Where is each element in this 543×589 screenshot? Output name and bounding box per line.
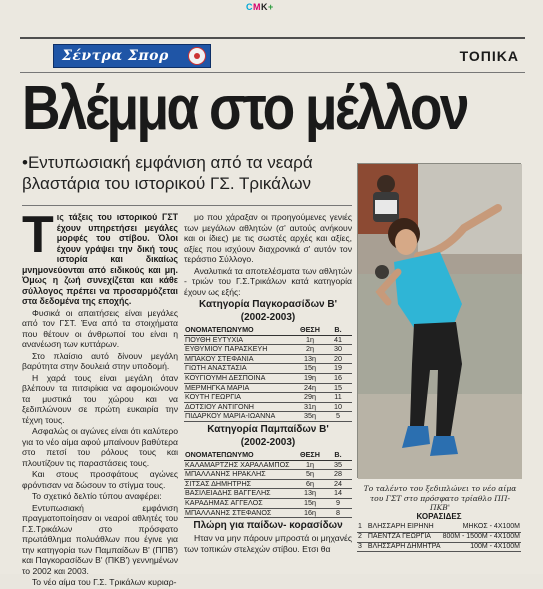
table-cell: 30: [324, 345, 352, 355]
table-cell: 5: [324, 412, 352, 422]
korasides-table: [357, 523, 521, 552]
table-cell: ΚΑΛΑΜΑΡΤΖΗΣ ΧΑΡΑΛΑΜΠΟΣ: [184, 460, 296, 470]
table-cell: ΚΟΥΓΙΟΥΜΗ ΔΕΣΠΟΙΝΑ: [184, 373, 296, 383]
table-row: [184, 508, 352, 518]
boys-category-title: Κατηγορία Παμπαίδων Β': [207, 423, 329, 435]
table-cell: 1η: [296, 335, 324, 345]
table-cell: 24η: [296, 383, 324, 393]
table-row: [357, 523, 521, 532]
table-cell: 13η: [296, 354, 324, 364]
table-cell: ΜΗΚΟΣ - 4Χ100Μ: [442, 523, 521, 532]
athlete-photo: [357, 163, 521, 478]
table-row: [357, 542, 521, 552]
print-registration-mark: CMK+: [246, 2, 274, 12]
table-row: [357, 532, 521, 542]
table-cell: ΜΠΑΛΛΑΝΗΣ ΣΤΕΦΑΝΟΣ: [184, 508, 296, 518]
table-cell: 3: [357, 542, 367, 552]
girls-category-title: Κατηγορία Παγκορασίδων Β': [199, 299, 337, 310]
subhead-text: Εντυπωσιακή εμφάνιση από τα νεαρά βλαστάρια του ιστορικού ΓΣ. Τρικάλων: [22, 153, 313, 193]
article-lead: [22, 206, 178, 307]
article-paragraph: Στο πλαίσιο αυτό δίνουν μεγάλη βαρύτητα στην δουλειά στην υποδομή.: [22, 350, 178, 371]
table-header-cell: ΟΝΟΜΑΤΕΠΩΝΥΜΟ: [184, 451, 296, 460]
article-column-2: [184, 212, 352, 555]
table-header-row: [184, 451, 352, 460]
table-header-cell: ΘΕΣΗ: [296, 326, 324, 335]
table-cell: 9: [324, 498, 352, 508]
table-cell: ΔΟΤΣΙΟΥ ΑΝΤΙΓΟΝΗ: [184, 402, 296, 412]
ball-icon: [188, 47, 206, 65]
table-cell: 16η: [296, 508, 324, 518]
korasides-box: [357, 512, 521, 552]
table-cell: 5η: [296, 470, 324, 480]
masthead-rule: [20, 37, 525, 39]
table-row: [184, 393, 352, 403]
table-cell: 1η: [296, 460, 324, 470]
table-header-row: [184, 326, 352, 335]
table-cell: ΜΠΑΚΟΥ ΣΤΕΦΑΝΙΑ: [184, 354, 296, 364]
table-cell: ΚΑΡΑΔΗΜΑΣ ΑΓΓΕΛΟΣ: [184, 498, 296, 508]
table-header-cell: ΟΝΟΜΑΤΕΠΩΝΥΜΟ: [184, 326, 296, 335]
article-column-1: [22, 206, 178, 589]
table-row: [184, 470, 352, 480]
article-body: [22, 308, 178, 588]
table-cell: ΒΑΣΙΛΕΙΑΔΗΣ ΒΑΓΓΕΛΗΣ: [184, 489, 296, 499]
table-cell: 8: [324, 508, 352, 518]
headline: Βλέμμα στο μέλλον: [22, 74, 467, 143]
article-paragraph: Το νέο αίμα του Γ.Σ. Τρικάλων κυριαρ-: [32, 577, 177, 587]
article-paragraph: μο που χάραξαν οι προηγούμενες γενιές των μεγάλων αθλητών (σ' αυτούς ανήκουν και οι ίδιες) με τις σωστές αρχές και αξίες, αξίες που ισχύουν διαχρονικά σ' αυτόν τον τεράστιο Σύλλογο.: [184, 212, 352, 264]
table-cell: 35: [324, 460, 352, 470]
table-cell: ΠΟΥΘΗ ΕΥΤΥΧΙΑ: [184, 335, 296, 345]
table-row: [184, 373, 352, 383]
article-paragraph: Φυσικά οι απαιτήσεις είναι μεγάλες από τον ΓΣΤ. Ένα από τα στοιχήματα που θέτουν οι άνθρωποί του είναι η ανανέωση των κυττάρων.: [22, 307, 178, 349]
photo-caption: Το ταλέντο του ξεδιπλώνει το νέο αίμα του ΓΣΤ στο πρόσφατο τρίαθλο ΠΠ-ΠΚΒ': [363, 484, 517, 512]
lead-paragraph: ις τάξεις του ιστορικού ΓΣΤ έχουν υπηρετήσει μεγάλες μορφές του στίβου. Όλοι έχουν γράψει την δική τους ιστορία και δικαίως μνημονεύονται από ειδικούς και μη. Όμως η ζωή συνεχίζεται και κάθε σύλλογος πρέπει να προσαρμόζεται στα δεδομένα της εποχής.: [22, 212, 178, 306]
masthead-rule-bottom: [20, 72, 525, 73]
subheadline: [22, 152, 352, 194]
table-cell: 2: [357, 532, 367, 542]
article-body-continued: [184, 212, 352, 297]
korasides-title: ΚΟΡΑΣΙΔΕΣ: [416, 512, 462, 521]
table-cell: 19: [324, 364, 352, 374]
table-cell: 31η: [296, 402, 324, 412]
table-cell: 11: [324, 393, 352, 403]
table-cell: 14: [324, 489, 352, 499]
article-paragraph: Και στους προσφάτους αγώνες φρόντισαν να δώσουν το στίγμα τους.: [22, 469, 178, 490]
table-cell: 13η: [296, 489, 324, 499]
table-header-cell: ΘΕΣΗ: [296, 451, 324, 460]
closing-paragraph: Ηταν να μην πάρουν μπροστά οι μηχανές των τοπικών στελεχών στίβου. Ετσι θα: [184, 533, 352, 554]
dropcap: Τ: [22, 206, 54, 264]
table-cell: 800Μ - 1500Μ - 4Χ100Μ: [442, 532, 521, 542]
table-cell: 10: [324, 402, 352, 412]
table-cell: ΒΛΗΣΣΑΡΗ ΔΗΜΗΤΡΑ: [367, 542, 442, 552]
article-paragraph: Ασφαλώς οι αγώνες είναι ότι καλύτερο για το νέο αίμα αφού μπαίνουν βαθύτερα στο πετσί του ρόλους τους και πλουτίζουν τις παραστάσεις τους.: [22, 426, 178, 468]
table-cell: 29η: [296, 393, 324, 403]
closing-heading: Πλώρη για παίδων- κορασίδων: [193, 520, 343, 532]
table-cell: 35η: [296, 412, 324, 422]
subhead-bullet: •: [22, 153, 28, 172]
table-cell: ΜΠΑΛΛΑΝΗΣ ΗΡΑΚΛΗΣ: [184, 470, 296, 480]
table-cell: 1: [357, 523, 367, 532]
table-row: [184, 498, 352, 508]
boys-category-years: (2002-2003): [240, 436, 296, 448]
table-header-cell: Β.: [324, 451, 352, 460]
table-cell: ΒΛΗΣΣΑΡΗ ΕΙΡΗΝΗ: [367, 523, 442, 532]
table-cell: ΠΑΕΝΤΖΑ ΓΕΩΡΓΙΑ: [367, 532, 442, 542]
article-paragraph: Η χαρά τους είναι μεγάλη όταν βλέπουν τα πιτσιρίκια να αφομοιώνουν τα μυστικά του χώρου και να ξεδιπλώνουν σε πρώτη ευκαιρία την τέχνη τους.: [22, 372, 178, 425]
girls-category-years: (2002-2003): [240, 312, 296, 323]
table-cell: 20: [324, 354, 352, 364]
table-cell: ΣΙΤΣΑΣ ΔΗΜΗΤΡΗΣ: [184, 479, 296, 489]
article-paragraph: Αναλυτικά τα αποτελέσματα των αθλητών - τριών του Γ.Σ.Τρικάλων κατά κατηγορία έχουν ως εξής:: [184, 265, 352, 297]
table-cell: ΠΙΔΑΡΚΟΥ ΜΑΡΙΑ-ΙΩΑΝΝΑ: [184, 412, 296, 422]
article-paragraph: Εντυπωσιακή εμφάνιση πραγματοποίησαν οι νεαροί αθλητές του Γ.Σ.Τρικάλων στο πρόσφατο πρωτάθλημα πολυάθλων που έγινε για την κατηγορία των Παμπαίδων Β' (ΠΠΒ') και Παγκορασίδων Β' (ΠΚΒ') γεννημένων το 2002 και 2003.: [22, 502, 178, 576]
table-cell: ΓΙΩΤΗ ΑΝΑΣΤΑΣΙΑ: [184, 364, 296, 374]
section-logo-text: Σέντρα Σπορ: [62, 48, 169, 64]
table-cell: 100Μ - 4Χ100Μ: [442, 542, 521, 552]
subhead-rule: [22, 205, 352, 206]
table-cell: ΜΕΡΜΗΓΚΑ ΜΑΡΙΑ: [184, 383, 296, 393]
shot-put-athlete-image: [358, 164, 522, 479]
table-cell: 16: [324, 373, 352, 383]
table-cell: 15η: [296, 498, 324, 508]
table-cell: ΚΟΥΤΗ ΓΕΩΡΓΙΑ: [184, 393, 296, 403]
table-cell: 24: [324, 479, 352, 489]
table-row: [184, 489, 352, 499]
section-label: ΤΟΠΙΚΑ: [459, 48, 519, 64]
article-paragraph: Το σχετικό δελτίο τύπου αναφέρει:: [32, 491, 162, 501]
table-cell: 41: [324, 335, 352, 345]
table-cell: ΕΥΘΥΜΙΟΥ ΠΑΡΑΣΚΕΥΗ: [184, 345, 296, 355]
table-cell: 6η: [296, 479, 324, 489]
table-cell: 2η: [296, 345, 324, 355]
table-row: [184, 345, 352, 355]
table-cell: 19η: [296, 373, 324, 383]
table-cell: 15: [324, 383, 352, 393]
boys-results-table: [184, 451, 352, 518]
table-cell: 15η: [296, 364, 324, 374]
section-logo: [53, 44, 211, 68]
table-cell: 28: [324, 470, 352, 480]
table-header-cell: Β.: [324, 326, 352, 335]
girls-results-table: [184, 326, 352, 422]
table-row: [184, 412, 352, 422]
